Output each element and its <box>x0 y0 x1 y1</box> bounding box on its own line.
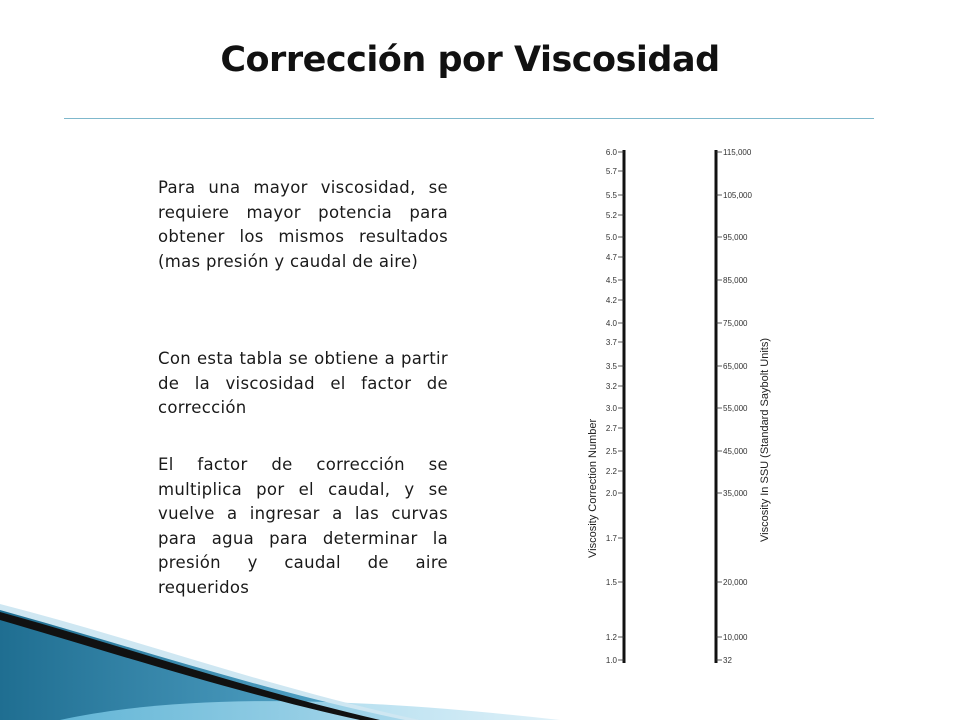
right-axis-tick-label: 45,000 <box>723 447 748 456</box>
paragraph-table-usage: Con esta tabla se obtiene a partir de la viscosidad el factor de corrección <box>158 349 448 417</box>
left-axis-tick-label: 2.7 <box>605 424 617 433</box>
right-axis-ticks <box>716 148 752 665</box>
left-axis-tick-label: 1.5 <box>605 578 617 587</box>
right-axis-tick-label: 10,000 <box>723 633 748 642</box>
left-axis-tick-label: 1.0 <box>605 656 617 665</box>
title-divider <box>64 118 874 119</box>
right-axis-tick-label: 75,000 <box>723 319 748 328</box>
right-axis-tick-label: 85,000 <box>723 276 748 285</box>
right-axis-tick-label: 55,000 <box>723 404 748 413</box>
paragraph-correction-factor: El factor de corrección se multiplica por el caudal, y se vuelve a ingresar a las curvas para agua para determinar la presión y caudal de aire requeridos <box>158 455 448 597</box>
left-axis-tick-label: 3.2 <box>605 382 617 391</box>
left-axis-tick-label: 6.0 <box>605 148 617 157</box>
left-axis-tick-label: 5.0 <box>605 233 617 242</box>
left-axis-tick-label: 4.7 <box>605 253 617 262</box>
right-axis-tick-label: 32 <box>723 656 732 665</box>
right-axis-tick-label: 115,000 <box>723 148 752 157</box>
left-axis-tick-label: 1.2 <box>605 633 617 642</box>
left-axis-tick-label: 3.0 <box>605 404 617 413</box>
viscosity-nomogram <box>560 140 800 670</box>
right-axis-tick-label: 20,000 <box>723 578 748 587</box>
right-axis-tick-label: 35,000 <box>723 489 748 498</box>
left-axis-tick-label: 5.2 <box>605 211 617 220</box>
left-axis-tick-label: 5.5 <box>605 191 617 200</box>
right-axis-tick-label: 95,000 <box>723 233 748 242</box>
left-axis-tick-label: 4.5 <box>605 276 617 285</box>
right-axis-title: Viscosity In SSU (Standard Saybolt Units) <box>759 338 771 542</box>
left-axis-tick-label: 4.0 <box>605 319 617 328</box>
left-axis-tick-label: 2.2 <box>605 467 617 476</box>
left-axis-tick-label: 1.7 <box>605 534 617 543</box>
slide-title: Corrección por Viscosidad <box>220 40 720 80</box>
paragraph-viscosity-power: Para una mayor viscosidad, se requiere mayor potencia para obtener los mismos resultados (mas presión y caudal de aire) <box>158 178 448 271</box>
left-axis-tick-label: 2.5 <box>605 447 617 456</box>
left-axis-ticks <box>606 148 624 665</box>
left-axis-tick-label: 3.7 <box>605 338 617 347</box>
left-axis-tick-label: 2.0 <box>605 489 617 498</box>
left-axis-title: Viscosity Correction Number <box>587 418 599 558</box>
left-axis-tick-label: 4.2 <box>605 296 617 305</box>
left-axis-tick-label: 3.5 <box>605 362 617 371</box>
right-axis-tick-label: 65,000 <box>723 362 748 371</box>
left-axis-tick-label: 5.7 <box>605 167 617 176</box>
right-axis-tick-label: 105,000 <box>723 191 752 200</box>
